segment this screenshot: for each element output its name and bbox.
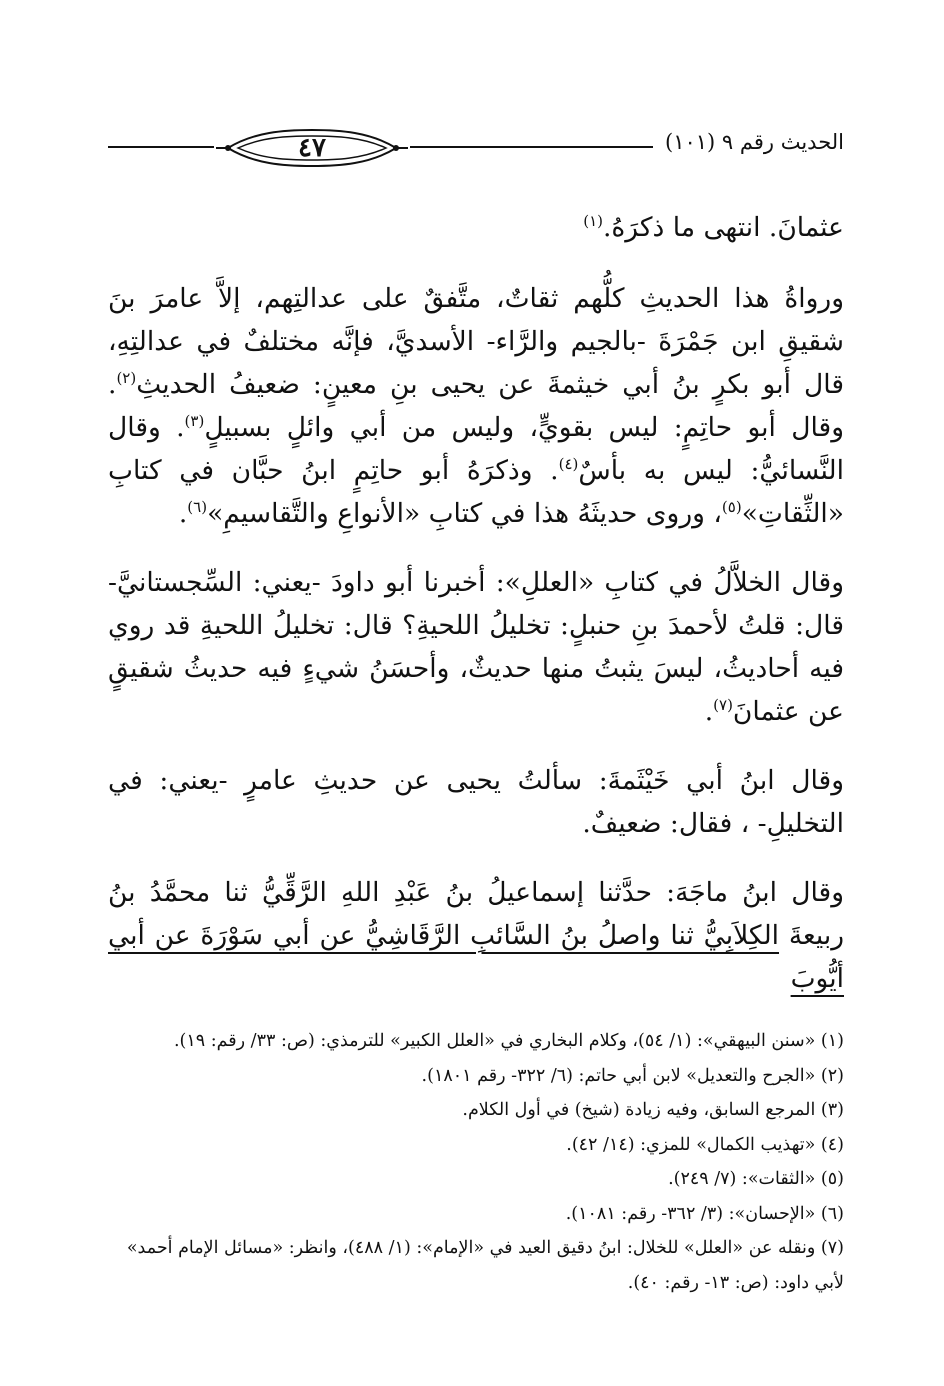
footnote-ref-2: (٢) [116, 369, 137, 388]
paragraph-5 [108, 871, 844, 1000]
footnote-5: (٥) «الثقات»: (٧/ ٢٤٩). [668, 1169, 844, 1189]
main-text [108, 206, 844, 1000]
footnote-6: (٦) «الإحسان»: (٣/ ٣٦٢- رقم: ١٠٨١). [565, 1203, 844, 1224]
paragraph-5-text-a: وقال ابنُ ماجَهَ: حدَّثنا إسماعيلُ بنُ عَبْدِ اللهِ الرَّقِّيُّ ثنا محمَّدُ بنُ ربيعةَ [108, 877, 844, 951]
paragraph-2-text-f: . [178, 498, 188, 529]
footnote-1: (١) «سنن البيهقي»: (١/ ٥٤)، وكلام البخاري في «العلل الكبير» للترمذي: (ص: ٣٣/ رقم: ١٩). [173, 1031, 844, 1051]
paragraph-3-text-b: . [704, 696, 714, 727]
paragraph-2 [108, 277, 844, 535]
footnote-ref-6: (٦) [187, 498, 208, 517]
paragraph-1-text: عثمانَ. انتهى ما ذكرَهُ. [602, 212, 844, 243]
paragraph-4-text: وقال ابنُ أبي خَيْثَمةَ: سألتُ يحيى عن حديثِ عامرٍ -يعني: في التخليلِ- ، فقال: ضعيفٌ. [108, 765, 844, 839]
footnote-2: (٢) «الجرح والتعديل» لابن أبي حاتم: (٦/ ٣٢٢- رقم ١٨٠١). [421, 1065, 844, 1086]
paragraph-1 [108, 206, 844, 249]
page-number: ٤٧ [298, 133, 326, 163]
footnote-ref-5: (٥) [721, 498, 742, 517]
header-rule-left [108, 146, 214, 148]
footnote-ref-3: (٣) [184, 412, 205, 431]
paragraph-2-text-e: ، وروى حديثَهُ هذا في كتابِ «الأنواعِ والتَّقاسيمِ» [207, 498, 722, 529]
paragraph-2-text-b: . وقال أبو حاتِمٍ: ليس بقويٍّ، وليس من أبي وائلٍ بسبيلٍ [108, 369, 844, 443]
footnote-ref-4: (٤) [558, 455, 579, 474]
page-header [108, 124, 844, 172]
paragraph-2-text-d: . وذكرَهُ أبو حاتِمٍ ابنُ حبَّان في كتابِ «الثِّقاتِ» [108, 455, 844, 529]
page-number-badge [214, 128, 410, 168]
paragraph-2-text-a: ورواةُ هذا الحديثِ كلُّهم ثقاتٌ، متَّفقٌ على عدالتِهم، إلاَّ عامرَ بنَ شقيقِ ابن جَمْرَةَ -بالجيم والرَّاء- الأسديَّ، فإنَّه مختلفٌ في عدالتِهِ، قال أبو بكرٍ بنُ أبي خيثمةَ عن يحيى بنِ معينٍ: ضعيفُ الحديثِ [108, 283, 844, 400]
footnotes [108, 1024, 844, 1300]
paragraph-4 [108, 759, 844, 845]
footnote-ref-7: (٧) [713, 696, 733, 715]
footnote-3: (٣) المرجع السابق، وفيه زيادة (شيخ) في أول الكلام. [462, 1100, 844, 1120]
paragraph-5-text-b: الكِلاَبِيُّ ثنا واصلُ بنُ السَّائبِ الرَّقَاشِيُّ عن أبي سَوْرَةَ عن أبي أيُّوبَ [108, 920, 844, 994]
paragraph-2-text-c: . وقال النَّسائيُّ: ليس به بأسٌ [108, 412, 844, 486]
footnote-4: (٤) «تهذيب الكمال» للمزي: (١٤/ ٤٢). [566, 1134, 844, 1155]
footnote-7: (٧) ونقله عن «العلل» للخلال: ابنُ دقيق العيد في «الإمام»: (١/ ٤٨٨)، وانظر: «مسائل الإمام أحمد» لأبي داود: (ص: ١٣- رقم: ٤٠). [126, 1238, 844, 1293]
running-title: الحديث رقم ٩ (١٠١) [653, 130, 844, 154]
footnote-ref-1: (١) [583, 212, 603, 231]
paragraph-3-text-a: وقال الخلاَّلُ في كتابِ «العللِ»: أخبرنا أبو داودَ -يعني: السِّجستانيَّ- قال: قلتُ لأحمدَ بنِ حنبلٍ: تخليلُ اللحيةِ؟ قال: تخليلُ اللحيةِ قد روي فيه أحاديثُ، ليسَ يثبتُ منها حديثٌ، وأحسَنُ شيءٍ فيه حديثُ شقيقٍ عن عثمانَ [108, 567, 844, 727]
paragraph-3 [108, 561, 844, 733]
